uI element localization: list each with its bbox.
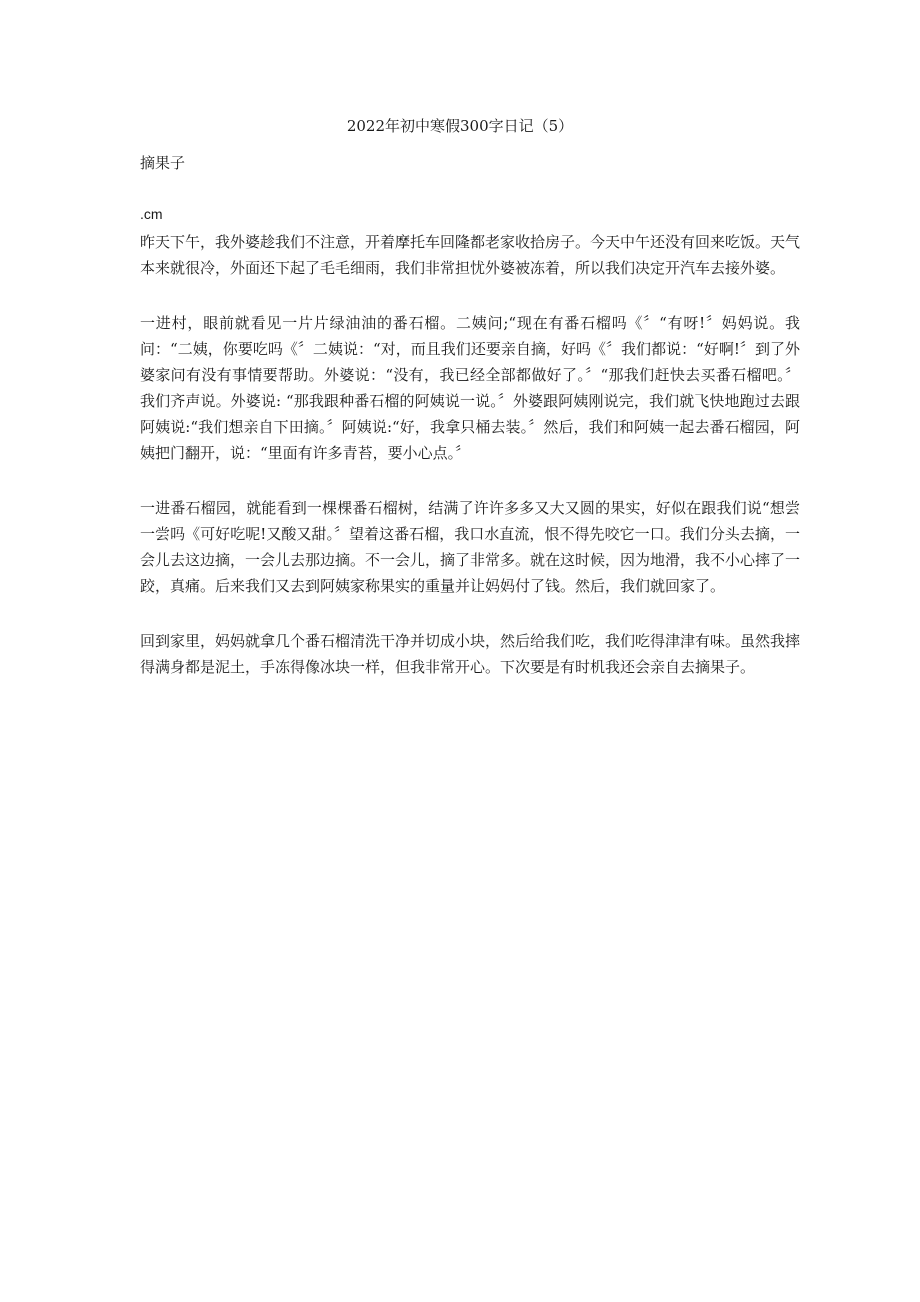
- paragraph-2: 一进村，眼前就看见一片片绿油油的番石榴。二姨问;“现在有番石榴吗《〞“有呀!〞妈妈说。我问：“二姨，你要吃吗《〞二姨说：“对，而且我们还要亲自摘，好吗《〞我们都说：“好啊!〞到了外婆家问有没有事情要帮助。外婆说：“没有，我已经全部都做好了。〞“那我们赶快去买番石榴吧。〞我们齐声说。外婆说: “那我跟种番石榴的阿姨说一说。〞外婆跟阿姨刚说完，我们就飞快地跑过去跟阿姨说:“我们想亲自下田摘。〞阿姨说:“好，我拿只桶去装。〞然后，我们和阿姨一起去番石榴园，阿姨把门翻开，说：“里面有许多青苔，要小心点。〞: [140, 314, 800, 462]
- site-mark: .cm: [140, 206, 163, 222]
- paragraph-3: 一进番石榴园，就能看到一棵棵番石榴树，结满了许许多多又大又圆的果实，好似在跟我们说“想尝一尝吗《可好吃呢!又酸又甜。〞望着这番石榴，我口水直流，恨不得先咬它一口。我们分头去摘，一会儿去这边摘，一会儿去那边摘。不一会儿，摘了非常多。就在这时候，因为地滑，我不小心摔了一跤，真痛。后来我们又去到阿姨家称果实的重量并让妈妈付了钱。然后，我们就回家了。: [140, 499, 801, 595]
- page-title: 2022年初中寒假300字日记（5）: [346, 117, 574, 135]
- subtitle: 摘果子: [140, 154, 186, 172]
- paragraph-1: 昨天下午，我外婆趁我们不注意，开着摩托车回隆都老家收拾房子。今天中午还没有回来吃饭。天气本来就很冷，外面还下起了毛毛细雨，我们非常担忧外婆被冻着，所以我们决定开汽车去接外婆。: [140, 233, 801, 277]
- body-text: [140, 229, 800, 709]
- paragraph-4: 回到家里，妈妈就拿几个番石榴清洗干净并切成小块，然后给我们吃，我们吃得津津有味。虽然我摔得满身都是泥土，手冻得像冰块一样，但我非常开心。下次要是有时机我还会亲自去摘果子。: [140, 632, 801, 676]
